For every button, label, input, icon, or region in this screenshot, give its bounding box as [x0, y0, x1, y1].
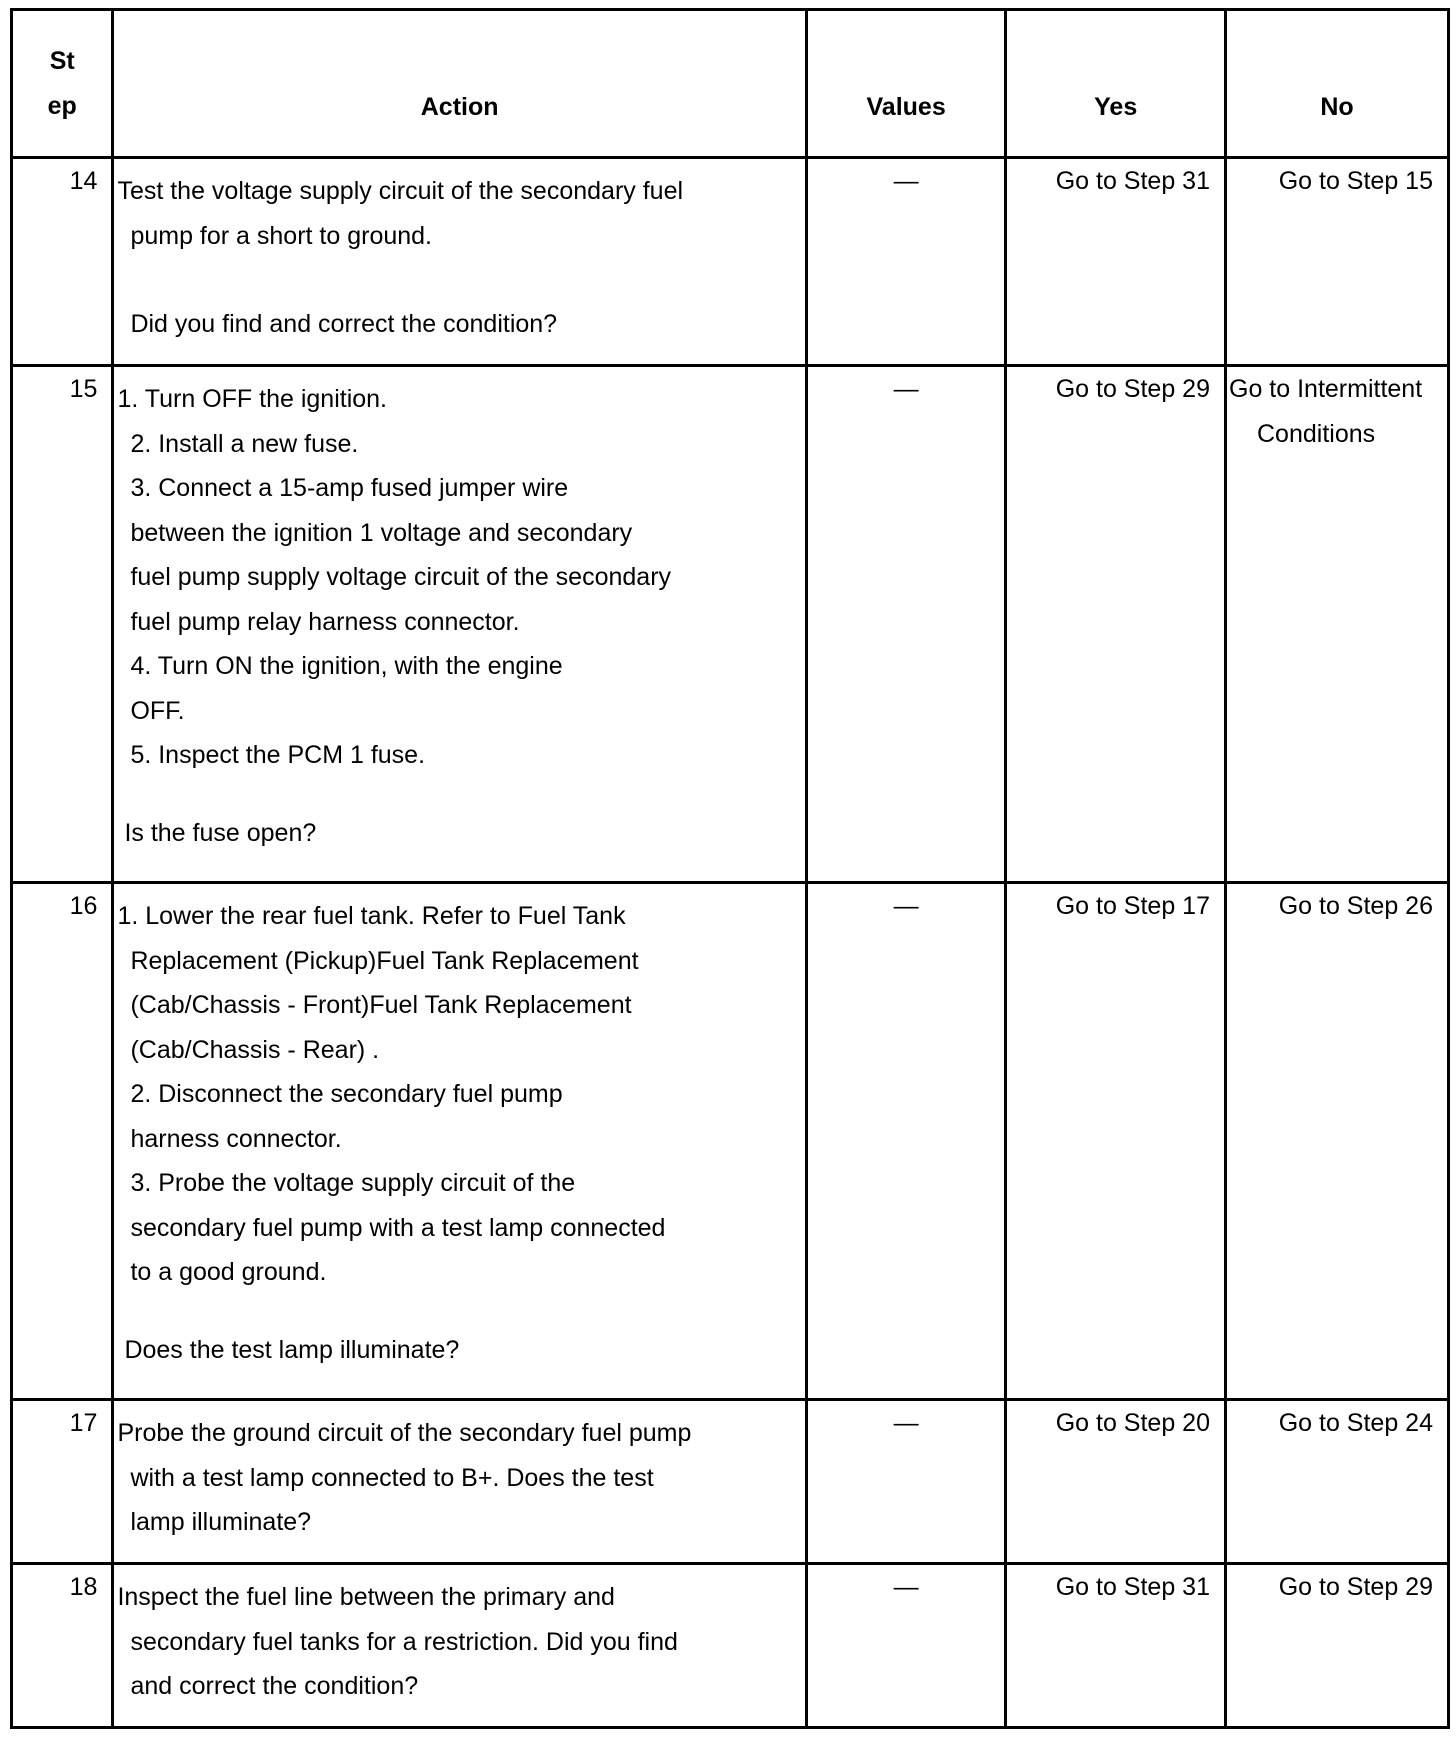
action-cell: 1. Lower the rear fuel tank. Refer to Fuel Tank Replacement (Pickup)Fuel Tank Replacement (Cab/Chassis - Front)Fuel Tank Replacement (Cab/Chassis - Rear) . 2. Disconnect the secondary fuel pump harness connector. 3. Probe the voltage supply circuit of the secondary fuel pump with a test lamp connected to a good ground. Does the test lamp illuminate? — [113, 883, 806, 1400]
no-cell: Go to Step 15 — [1226, 158, 1449, 366]
yes-cell: Go to Step 29 — [1006, 366, 1226, 883]
no-cell: Go to Step 29 — [1226, 1564, 1449, 1728]
step-number: 16 — [12, 883, 113, 1400]
diagnostic-steps-table — [10, 8, 1450, 1729]
action-question: Did you find and correct the condition? — [130, 310, 558, 338]
header-values: Values — [806, 10, 1006, 158]
no-cell: Go to Intermittent Conditions — [1226, 366, 1449, 883]
table-row — [12, 366, 1449, 883]
header-no: No — [1226, 10, 1449, 158]
yes-cell: Go to Step 17 — [1006, 883, 1226, 1400]
action-question: Is the fuse open? — [124, 818, 317, 847]
step-number: 15 — [12, 366, 113, 883]
action-cell: 1. Turn OFF the ignition. 2. Install a new fuse. 3. Connect a 15-amp fused jumper wire between the ignition 1 voltage and secondary fuel pump supply voltage circuit of the secondary fuel pump relay harness connector. 4. Turn ON the ignition, with the engine OFF. 5. Inspect the PCM 1 fuse. Is the fuse open? — [113, 366, 806, 883]
table-row — [12, 1400, 1449, 1564]
step-number: 18 — [12, 1564, 113, 1728]
table-row — [12, 883, 1449, 1400]
values-cell: — — [806, 1400, 1006, 1564]
no-cell: Go to Step 26 — [1226, 883, 1449, 1400]
values-cell: — — [806, 366, 1006, 883]
no-cell: Go to Step 24 — [1226, 1400, 1449, 1564]
values-cell: — — [806, 883, 1006, 1400]
step-number: 14 — [12, 158, 113, 366]
header-yes: Yes — [1006, 10, 1226, 158]
action-cell: Test the voltage supply circuit of the secondary fuel pump for a short to ground. Did you find and correct the condition? — [113, 158, 806, 366]
action-cell: Probe the ground circuit of the secondary fuel pump with a test lamp connected to B+. Does the test lamp illuminate? — [113, 1400, 806, 1564]
table-row — [12, 158, 1449, 366]
table-header-row — [12, 10, 1449, 158]
yes-cell: Go to Step 31 — [1006, 158, 1226, 366]
values-cell: — — [806, 1564, 1006, 1728]
header-action: Action — [113, 10, 806, 158]
action-question: Does the test lamp illuminate? — [124, 1335, 460, 1364]
yes-cell: Go to Step 20 — [1006, 1400, 1226, 1564]
action-cell: Inspect the fuel line between the primary and secondary fuel tanks for a restriction. Did you find and correct the condition? — [113, 1564, 806, 1728]
values-cell: — — [806, 158, 1006, 366]
yes-cell: Go to Step 31 — [1006, 1564, 1226, 1728]
table-row — [12, 1564, 1449, 1728]
step-number: 17 — [12, 1400, 113, 1564]
header-step: St ep — [12, 10, 113, 158]
